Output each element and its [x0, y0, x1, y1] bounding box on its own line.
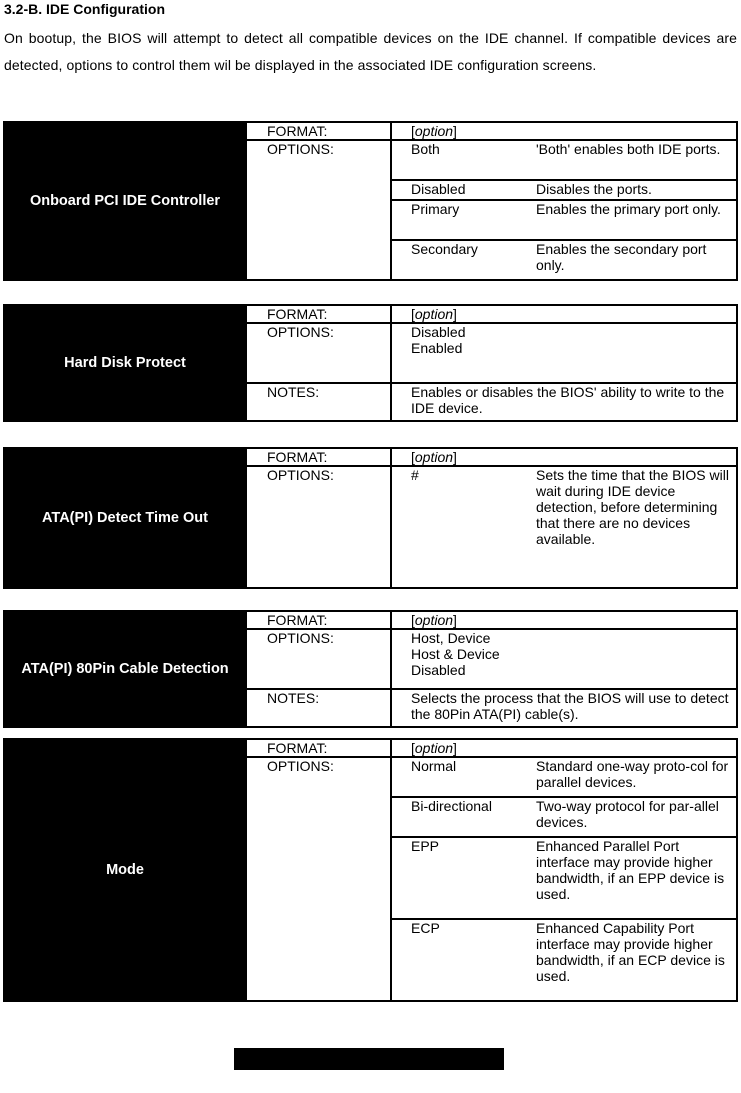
setting-table-onboard-pci-ide	[3, 121, 738, 281]
option-description: Enables the secondary port only.	[534, 240, 737, 280]
option-value: Secondary	[391, 240, 534, 280]
option-value: Bi-directional	[391, 797, 534, 837]
option-description: Standard one-way proto-col for parallel devices.	[534, 757, 737, 797]
options-label: OPTIONS:	[247, 466, 391, 588]
option-value: EPP	[391, 837, 534, 919]
options-list	[391, 629, 737, 689]
format-value: [option]	[391, 739, 737, 757]
option-value: Normal	[391, 757, 534, 797]
option-description: Enables the primary port only.	[534, 200, 737, 240]
notes-text: Enables or disables the BIOS' ability to write to the IDE device.	[391, 383, 737, 421]
format-label: FORMAT:	[247, 122, 391, 140]
option-value: Disabled	[391, 180, 534, 200]
option-value: Primary	[391, 200, 534, 240]
option-value: Disabled	[411, 324, 466, 340]
options-label: OPTIONS:	[247, 140, 391, 180]
format-label: FORMAT:	[247, 739, 391, 757]
option-value: #	[391, 466, 534, 588]
options-label: OPTIONS:	[247, 629, 391, 689]
format-value: [option]	[391, 122, 737, 140]
section-heading: 3.2-B. IDE Configuration	[4, 1, 165, 17]
option-value: Host, Device	[411, 630, 491, 646]
format-value: [option]	[391, 611, 737, 629]
format-value: [option]	[391, 448, 737, 466]
format-label: FORMAT:	[247, 611, 391, 629]
notes-text: Selects the process that the BIOS will use to detect the 80Pin ATA(PI) cable(s).	[391, 689, 737, 727]
setting-table-80pin-cable-detection	[3, 610, 738, 728]
setting-table-mode	[3, 738, 738, 1002]
option-value: Disabled	[411, 662, 466, 678]
notes-label: NOTES:	[247, 689, 391, 727]
options-list	[391, 323, 737, 383]
setting-name: Hard Disk Protect	[3, 305, 247, 421]
option-description: Enhanced Parallel Port interface may provide higher bandwidth, if an EPP device is used.	[534, 837, 737, 919]
option-description: 'Both' enables both IDE ports.	[534, 140, 737, 180]
setting-name: ATA(PI) 80Pin Cable Detection	[3, 611, 247, 727]
format-label: FORMAT:	[247, 448, 391, 466]
options-label: OPTIONS:	[247, 323, 391, 383]
option-value: Enabled	[411, 340, 463, 356]
option-description: Sets the time that the BIOS will wait during IDE device detection, before determining that there are no devices available.	[534, 466, 737, 588]
option-value: Host & Device	[411, 646, 500, 662]
setting-table-detect-time-out	[3, 447, 738, 589]
setting-table-hard-disk-protect	[3, 304, 738, 422]
setting-name: Mode	[3, 739, 247, 1001]
format-value: [option]	[391, 305, 737, 323]
setting-name: ATA(PI) Detect Time Out	[3, 448, 247, 588]
options-label: OPTIONS:	[247, 757, 391, 797]
footer-bar	[234, 1048, 504, 1070]
option-description: Enhanced Capability Port interface may provide higher bandwidth, if an ECP device is used.	[534, 919, 737, 1001]
option-value: Both	[391, 140, 534, 180]
notes-label: NOTES:	[247, 383, 391, 421]
setting-name: Onboard PCI IDE Controller	[3, 122, 247, 280]
option-description: Disables the ports.	[534, 180, 737, 200]
format-label: FORMAT:	[247, 305, 391, 323]
intro-paragraph: On bootup, the BIOS will attempt to detect all compatible devices on the IDE channel. If compatible devices are detected, options to control them wil be displayed in the associated IDE configuration screens.	[4, 30, 737, 73]
option-description: Two-way protocol for par-allel devices.	[534, 797, 737, 837]
option-value: ECP	[391, 919, 534, 1001]
